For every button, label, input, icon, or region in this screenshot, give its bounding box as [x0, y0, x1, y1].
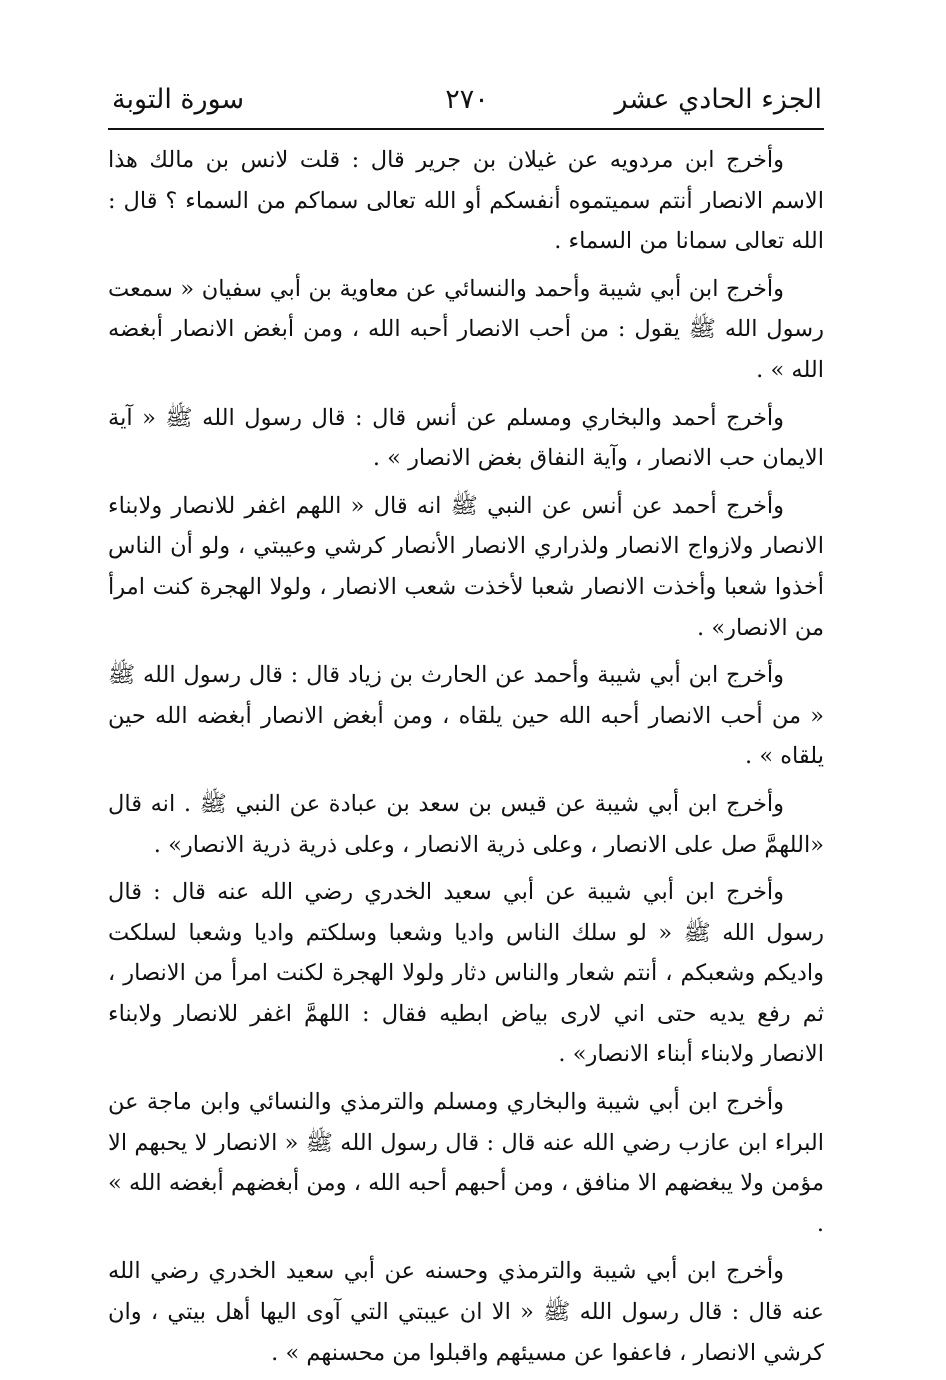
page-number: ٢٧٠: [445, 84, 489, 115]
page-body: [108, 140, 824, 1380]
paragraph-9: وأخرج ابن أبي شيبة والترمذي وحسنه عن أبي سعيد الخدري رضي الله عنه قال : قال رسول الله ﷺ « الا ان عيبتي التي آوى اليها أهل بيتي ، وان كرشي الانصار ، فاعفوا عن مسيئهم واقبلوا من محسنهم » .: [108, 1258, 824, 1366]
surah-title: سورة التوبة: [112, 84, 245, 115]
part-title: الجزء الحادي عشر: [614, 84, 822, 115]
paragraph-8: وأخرج ابن أبي شيبة والبخاري ومسلم والترمذي والنسائي وابن ماجة عن البراء ابن عازب رضي الله عنه قال : قال رسول الله ﷺ « الانصار لا يحبهم الا مؤمن ولا يبغضهم الا منافق ، ومن أحبهم أحبه الله ، ومن أبغضهم أبغضه الله » .: [108, 1089, 824, 1237]
paragraph-5: وأخرج ابن أبي شيبة وأحمد عن الحارث بن زياد قال : قال رسول الله ﷺ « من أحب الانصار أحبه الله حين يلقاه ، ومن أبغض الانصار أبغضه الله حين يلقاه » .: [108, 662, 824, 770]
paragraph-1: وأخرج ابن مردويه عن غيلان بن جرير قال : قلت لانس بن مالك هذا الاسم الانصار أنتم سميتموه أنفسكم أو الله تعالى سماكم من السماء ؟ قال : الله تعالى سمانا من السماء .: [108, 147, 824, 255]
paragraph-4: وأخرج أحمد عن أنس عن النبي ﷺ انه قال « اللهم اغفر للانصار ولابناء الانصار ولازواج الانصار ولذراري الانصار الأنصار كرشي وعيبتي ، ولو أن الناس أخذوا شعبا وأخذت الانصار شعبا لأخذت شعب الانصار ، ولولا الهجرة كنت امرأ من الانصار» .: [108, 492, 824, 641]
paragraph-6: وأخرج ابن أبي شيبة عن قيس بن سعد بن عبادة عن النبي ﷺ . انه قال «اللهمَّ صل على الانصار ، وعلى ذرية الانصار ، وعلى ذرية ذرية الانصار» .: [108, 790, 824, 858]
paragraph-2: وأخرج ابن أبي شيبة وأحمد والنسائي عن معاوية بن أبي سفيان « سمعت رسول الله ﷺ يقول : من أحب الانصار أحبه الله ، ومن أبغض الانصار أبغضه الله » .: [108, 275, 824, 383]
page-header: [112, 78, 822, 122]
header-divider: [108, 128, 824, 130]
paragraph-7: وأخرج ابن أبي شيبة عن أبي سعيد الخدري رضي الله عنه قال : قال رسول الله ﷺ « لو سلك الناس واديا وشعبا وسلكتم واديا وشعبا لسلكت واديكم وشعبكم ، أنتم شعار والناس دثار ولولا الهجرة لكنت امرأ من الانصار ، ثم رفع يديه حتى اني لارى بياض ابطيه فقال : اللهمَّ اغفر للانصار ولابناء الانصار ولابناء أبناء الانصار» .: [108, 879, 824, 1068]
paragraph-3: وأخرج أحمد والبخاري ومسلم عن أنس قال : قال رسول الله ﷺ « آية الايمان حب الانصار ، وآية النفاق بغض الانصار » .: [108, 404, 824, 472]
